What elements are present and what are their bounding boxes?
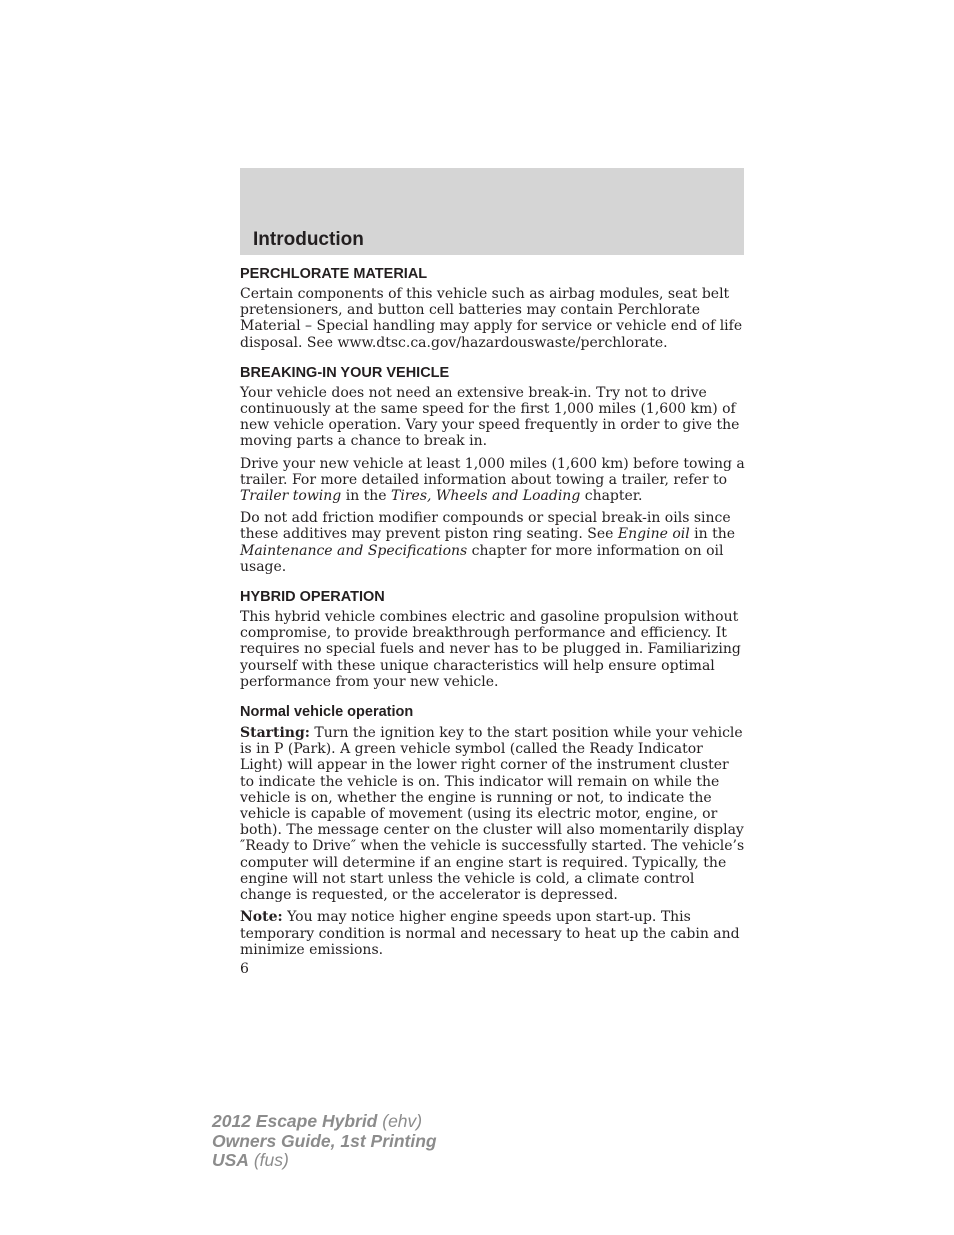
paragraph: Certain components of this vehicle such as airbag modules, seat belt pretensioners, and button cell batteries may contain Perchlorate Material – Special handling may apply for service or vehicle end of life disposal. See www.dtsc.ca.gov/hazardouswaste/perchlorate. — [240, 286, 743, 351]
footer-line-model: 2012 Escape Hybrid (ehv) — [212, 1111, 423, 1131]
paragraph: This hybrid vehicle combines electric and gasoline propulsion without compromise, to provide breakthrough performance and efficiency. It requires no special fuels and never has to be plugged in. Familiarizing yourself with these unique characteristics will help ensure optimal performance from your new vehicle. — [240, 609, 741, 690]
section-heading: HYBRID OPERATION — [240, 589, 385, 606]
cross-reference-tires-chapter: Tires, Wheels and Loading — [391, 488, 581, 505]
footer-line-market: USA (fus) — [212, 1150, 289, 1170]
paragraph-starting: Starting: Turn the ignition key to the start position while your vehicle is in P (Park). A green vehicle symbol (called the Ready Indicator Light) will appear in the lower right corner of the instrument cluster to indicate the vehicle is on. This indicator will remain on while the vehicle is on, whether the engine is running or not, to indicate the vehicle is capable of movement (using its electric motor, engine, or both). The message center on the cluster will also momentarily display ″Ready to Drive″ when the vehicle is successfully started. The vehicle’s computer will determine if an engine start is required. Typically, the engine will not start unless the vehicle is cold, a climate control change is requested, or the accelerator is depressed. — [240, 725, 745, 904]
paragraph: Your vehicle does not need an extensive break-in. Try not to drive continuously at the same speed for the first 1,000 miles (1,600 km) of new vehicle operation. Vary your speed frequently in order to give the moving parts a chance to break in. — [240, 384, 740, 450]
paragraph: Drive your new vehicle at least 1,000 miles (1,600 km) before towing a trailer. For more detailed information about towing a trailer, refer to Trailer towing in the Tires, Wheels and Loading chapter. — [240, 455, 745, 505]
section-normal-operation — [240, 704, 745, 958]
paragraph-note: Note: You may notice higher engine speeds upon start-up. This temporary condition is normal and necessary to heat up the cabin and minimize emissions. — [240, 909, 740, 958]
section-hybrid-operation — [240, 589, 745, 690]
page-number: 6 — [240, 960, 249, 977]
run-in-label: Note: — [240, 909, 283, 926]
page-content — [240, 266, 745, 977]
section-heading: BREAKING-IN YOUR VEHICLE — [240, 364, 450, 381]
cross-reference-engine-oil: Engine oil — [617, 526, 690, 543]
section-heading: PERCHLORATE MATERIAL — [240, 266, 428, 282]
subsection-heading: Normal vehicle operation — [240, 704, 414, 721]
run-in-label: Starting: — [240, 725, 310, 742]
chapter-title: Introduction — [253, 229, 364, 250]
cross-reference-trailer-towing: Trailer towing — [240, 488, 342, 505]
paragraph: Do not add friction modifier compounds or special break-in oils since these additives may prevent piston ring seating. See Engine oil in the Maintenance and Specifications chapter for more information on oil usage. — [240, 510, 736, 575]
footer-line-guide: Owners Guide, 1st Printing — [212, 1130, 437, 1151]
document-footer — [212, 1112, 437, 1171]
section-perchlorate — [240, 266, 745, 351]
section-breaking-in — [240, 365, 745, 575]
cross-reference-maintenance-chapter: Maintenance and Specifications — [240, 542, 468, 559]
chapter-header-band — [240, 168, 744, 255]
